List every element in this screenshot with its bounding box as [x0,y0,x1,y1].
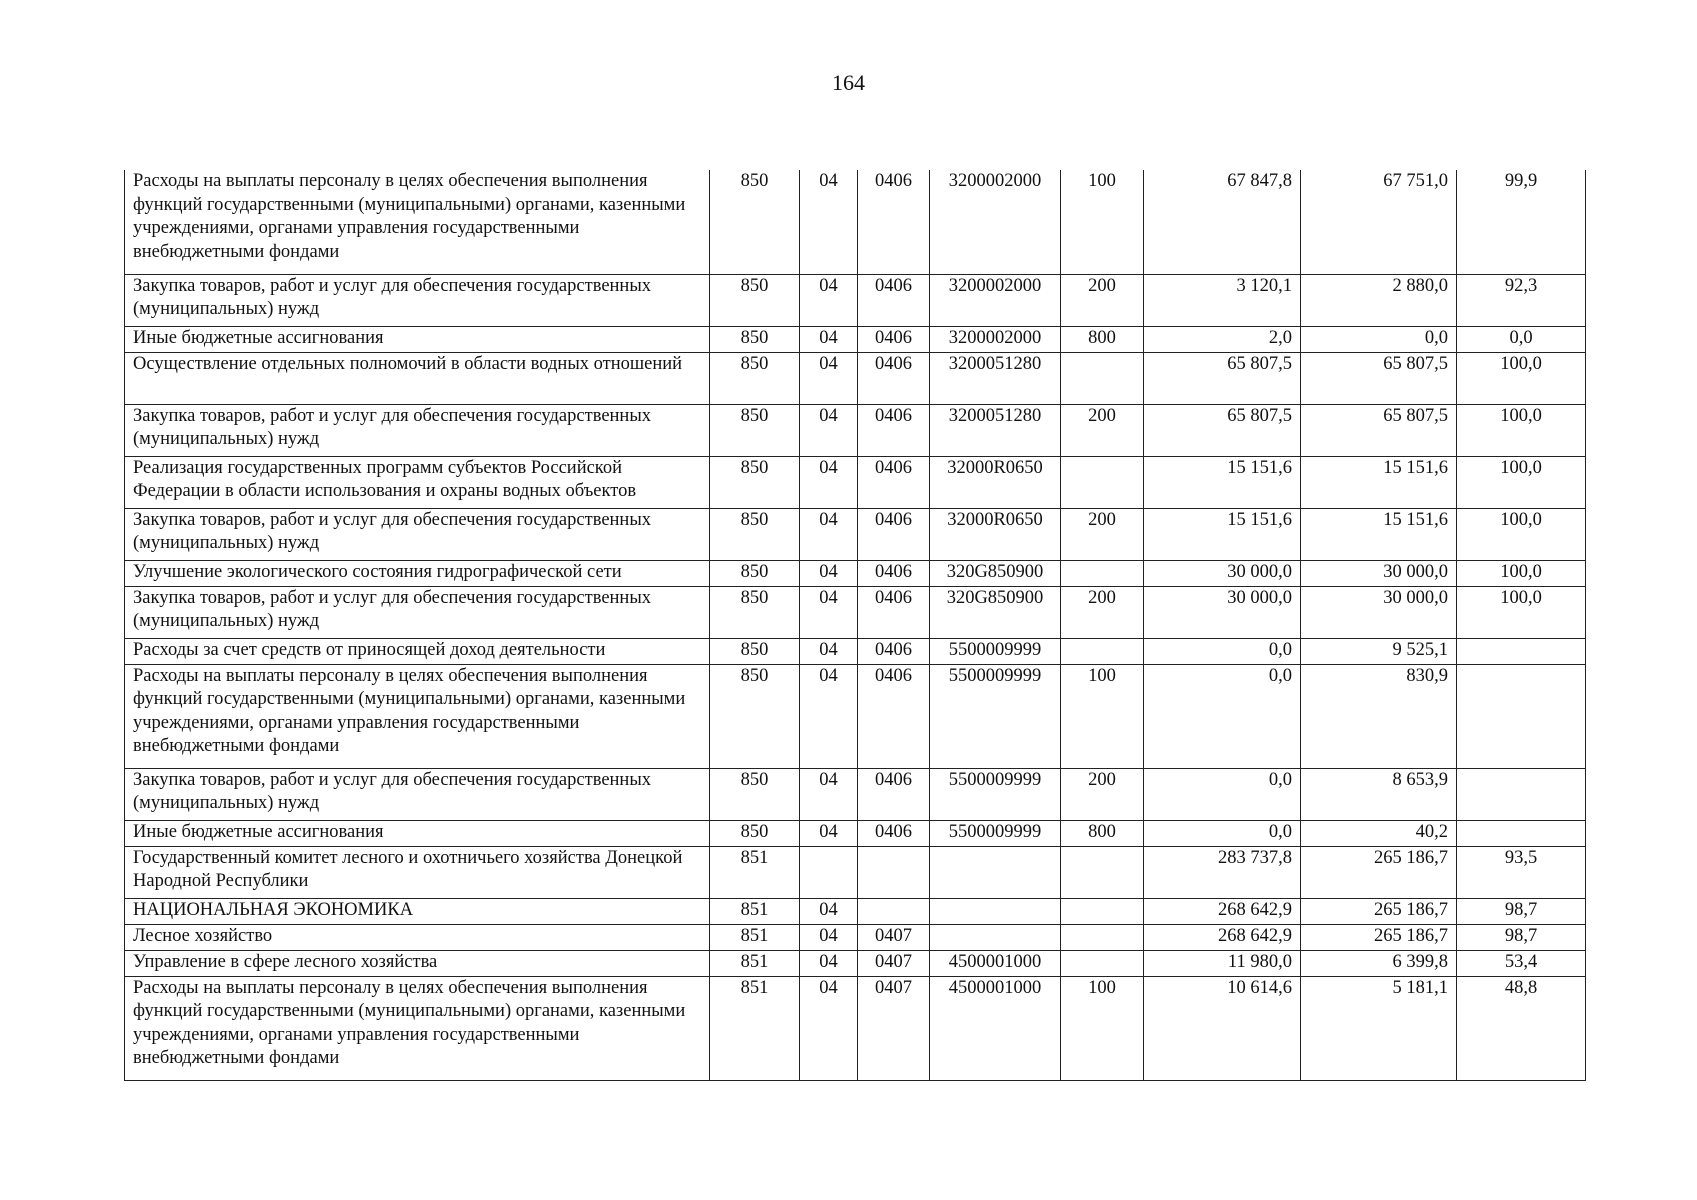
cell-planned: 0,0 [1144,638,1301,664]
cell-subsection: 0406 [858,170,930,274]
cell-grbs: 851 [710,976,800,1080]
cell-executed: 65 807,5 [1301,404,1457,456]
cell-name: Иные бюджетные ассигнования [125,820,710,846]
cell-planned: 65 807,5 [1144,404,1301,456]
cell-name: Расходы за счет средств от приносящей доход деятельности [125,638,710,664]
cell-section: 04 [800,898,858,924]
cell-percent: 100,0 [1457,404,1586,456]
cell-section: 04 [800,404,858,456]
cell-name: Закупка товаров, работ и услуг для обеспечения государственных (муниципальных) нужд [125,274,710,326]
cell-executed: 2 880,0 [1301,274,1457,326]
table-row [125,976,1586,1080]
table-row [125,638,1586,664]
table-row [125,586,1586,638]
cell-target-article: 5500009999 [930,638,1061,664]
cell-subsection: 0406 [858,404,930,456]
table-row [125,768,1586,820]
cell-target-article: 3200002000 [930,170,1061,274]
cell-planned: 67 847,8 [1144,170,1301,274]
cell-target-article: 4500001000 [930,950,1061,976]
cell-planned: 2,0 [1144,326,1301,352]
cell-subsection [858,846,930,898]
cell-percent: 98,7 [1457,898,1586,924]
cell-planned: 10 614,6 [1144,976,1301,1080]
cell-executed: 6 399,8 [1301,950,1457,976]
cell-executed: 67 751,0 [1301,170,1457,274]
cell-executed: 15 151,6 [1301,456,1457,508]
cell-subsection: 0406 [858,352,930,404]
cell-grbs: 850 [710,326,800,352]
cell-planned: 15 151,6 [1144,508,1301,560]
cell-section: 04 [800,456,858,508]
cell-executed: 265 186,7 [1301,924,1457,950]
cell-target-article: 5500009999 [930,664,1061,768]
cell-planned: 0,0 [1144,768,1301,820]
cell-expense-type: 100 [1061,976,1144,1080]
cell-name: Закупка товаров, работ и услуг для обеспечения государственных (муниципальных) нужд [125,404,710,456]
cell-percent: 100,0 [1457,456,1586,508]
cell-executed: 8 653,9 [1301,768,1457,820]
cell-target-article: 320G850900 [930,586,1061,638]
cell-name: Реализация государственных программ субъектов Российской Федерации в области использования и охраны водных объектов [125,456,710,508]
cell-expense-type: 800 [1061,326,1144,352]
cell-grbs: 851 [710,898,800,924]
cell-section: 04 [800,170,858,274]
cell-percent: 100,0 [1457,586,1586,638]
cell-expense-type [1061,950,1144,976]
table-row [125,560,1586,586]
cell-name: Осуществление отдельных полномочий в области водных отношений [125,352,710,404]
cell-planned: 30 000,0 [1144,586,1301,638]
cell-subsection: 0407 [858,924,930,950]
table-row [125,326,1586,352]
cell-name: Закупка товаров, работ и услуг для обеспечения государственных (муниципальных) нужд [125,508,710,560]
table-row [125,820,1586,846]
cell-expense-type: 800 [1061,820,1144,846]
cell-section: 04 [800,274,858,326]
cell-grbs: 850 [710,586,800,638]
table-row [125,404,1586,456]
cell-name: Иные бюджетные ассигнования [125,326,710,352]
cell-executed: 40,2 [1301,820,1457,846]
cell-planned: 0,0 [1144,820,1301,846]
cell-percent: 93,5 [1457,846,1586,898]
cell-target-article [930,898,1061,924]
cell-subsection: 0407 [858,976,930,1080]
cell-expense-type: 200 [1061,586,1144,638]
cell-percent [1457,664,1586,768]
cell-grbs: 850 [710,560,800,586]
cell-name: Расходы на выплаты персоналу в целях обеспечения выполнения функций государственными (муниципальными) органами, казенными учреждениями, органами управления государственными внебюджетными фондами [125,170,710,274]
cell-subsection: 0406 [858,586,930,638]
table-row [125,898,1586,924]
cell-expense-type: 200 [1061,404,1144,456]
cell-percent: 100,0 [1457,352,1586,404]
cell-executed: 0,0 [1301,326,1457,352]
table-row [125,664,1586,768]
cell-grbs: 850 [710,404,800,456]
cell-name: НАЦИОНАЛЬНАЯ ЭКОНОМИКА [125,898,710,924]
cell-target-article: 5500009999 [930,820,1061,846]
cell-target-article [930,924,1061,950]
cell-executed: 9 525,1 [1301,638,1457,664]
cell-executed: 830,9 [1301,664,1457,768]
table-row [125,352,1586,404]
cell-subsection: 0406 [858,274,930,326]
cell-planned: 283 737,8 [1144,846,1301,898]
cell-target-article: 32000R0650 [930,508,1061,560]
cell-name: Закупка товаров, работ и услуг для обеспечения государственных (муниципальных) нужд [125,586,710,638]
cell-percent: 48,8 [1457,976,1586,1080]
cell-expense-type [1061,924,1144,950]
cell-subsection: 0406 [858,820,930,846]
cell-target-article: 3200002000 [930,326,1061,352]
cell-percent [1457,820,1586,846]
cell-expense-type [1061,898,1144,924]
cell-target-article: 3200051280 [930,404,1061,456]
cell-planned: 30 000,0 [1144,560,1301,586]
cell-section: 04 [800,950,858,976]
cell-expense-type [1061,846,1144,898]
cell-section: 04 [800,976,858,1080]
cell-executed: 30 000,0 [1301,586,1457,638]
cell-expense-type: 100 [1061,664,1144,768]
cell-section: 04 [800,508,858,560]
cell-grbs: 850 [710,274,800,326]
cell-name: Управление в сфере лесного хозяйства [125,950,710,976]
cell-expense-type: 200 [1061,274,1144,326]
cell-expense-type: 200 [1061,768,1144,820]
cell-grbs: 850 [710,456,800,508]
table-row [125,846,1586,898]
cell-grbs: 850 [710,768,800,820]
table-row [125,456,1586,508]
cell-percent: 100,0 [1457,508,1586,560]
cell-executed: 65 807,5 [1301,352,1457,404]
cell-planned: 268 642,9 [1144,898,1301,924]
cell-section: 04 [800,326,858,352]
table-body [125,170,1586,1080]
cell-percent [1457,768,1586,820]
cell-percent: 0,0 [1457,326,1586,352]
cell-section: 04 [800,352,858,404]
cell-subsection: 0407 [858,950,930,976]
cell-percent: 92,3 [1457,274,1586,326]
cell-target-article: 32000R0650 [930,456,1061,508]
cell-target-article [930,846,1061,898]
cell-target-article: 4500001000 [930,976,1061,1080]
cell-name: Расходы на выплаты персоналу в целях обеспечения выполнения функций государственными (муниципальными) органами, казенными учреждениями, органами управления государственными внебюджетными фондами [125,976,710,1080]
cell-grbs: 850 [710,638,800,664]
cell-subsection: 0406 [858,326,930,352]
cell-percent [1457,638,1586,664]
cell-subsection: 0406 [858,768,930,820]
cell-section [800,846,858,898]
cell-executed: 5 181,1 [1301,976,1457,1080]
cell-section: 04 [800,638,858,664]
table-row [125,274,1586,326]
cell-subsection: 0406 [858,508,930,560]
cell-section: 04 [800,820,858,846]
cell-executed: 30 000,0 [1301,560,1457,586]
cell-planned: 65 807,5 [1144,352,1301,404]
cell-expense-type [1061,560,1144,586]
cell-name: Расходы на выплаты персоналу в целях обеспечения выполнения функций государственными (муниципальными) органами, казенными учреждениями, органами управления государственными внебюджетными фондами [125,664,710,768]
cell-planned: 11 980,0 [1144,950,1301,976]
table-row [125,924,1586,950]
cell-percent: 53,4 [1457,950,1586,976]
cell-subsection: 0406 [858,638,930,664]
cell-expense-type [1061,456,1144,508]
cell-grbs: 851 [710,950,800,976]
page-number: 164 [832,70,865,95]
cell-planned: 0,0 [1144,664,1301,768]
cell-name: Лесное хозяйство [125,924,710,950]
cell-expense-type [1061,352,1144,404]
cell-name: Государственный комитет лесного и охотничьего хозяйства Донецкой Народной Республики [125,846,710,898]
table-row [125,508,1586,560]
cell-target-article: 5500009999 [930,768,1061,820]
cell-name: Улучшение экологического состояния гидрографической сети [125,560,710,586]
cell-grbs: 850 [710,170,800,274]
cell-grbs: 850 [710,352,800,404]
cell-section: 04 [800,664,858,768]
cell-planned: 3 120,1 [1144,274,1301,326]
cell-name: Закупка товаров, работ и услуг для обеспечения государственных (муниципальных) нужд [125,768,710,820]
cell-section: 04 [800,560,858,586]
table-row [125,170,1586,274]
cell-grbs: 850 [710,508,800,560]
cell-grbs: 851 [710,846,800,898]
cell-grbs: 850 [710,820,800,846]
cell-executed: 265 186,7 [1301,846,1457,898]
budget-expenditure-table [124,170,1586,1081]
cell-percent: 100,0 [1457,560,1586,586]
cell-planned: 268 642,9 [1144,924,1301,950]
cell-executed: 265 186,7 [1301,898,1457,924]
cell-percent: 98,7 [1457,924,1586,950]
cell-subsection: 0406 [858,560,930,586]
cell-grbs: 850 [710,664,800,768]
cell-section: 04 [800,768,858,820]
cell-expense-type: 100 [1061,170,1144,274]
cell-expense-type: 200 [1061,508,1144,560]
cell-subsection: 0406 [858,664,930,768]
cell-percent: 99,9 [1457,170,1586,274]
cell-grbs: 851 [710,924,800,950]
cell-target-article: 320G850900 [930,560,1061,586]
cell-subsection: 0406 [858,456,930,508]
table-row [125,950,1586,976]
cell-section: 04 [800,586,858,638]
cell-planned: 15 151,6 [1144,456,1301,508]
cell-section: 04 [800,924,858,950]
cell-expense-type [1061,638,1144,664]
cell-executed: 15 151,6 [1301,508,1457,560]
cell-subsection [858,898,930,924]
cell-target-article: 3200051280 [930,352,1061,404]
cell-target-article: 3200002000 [930,274,1061,326]
